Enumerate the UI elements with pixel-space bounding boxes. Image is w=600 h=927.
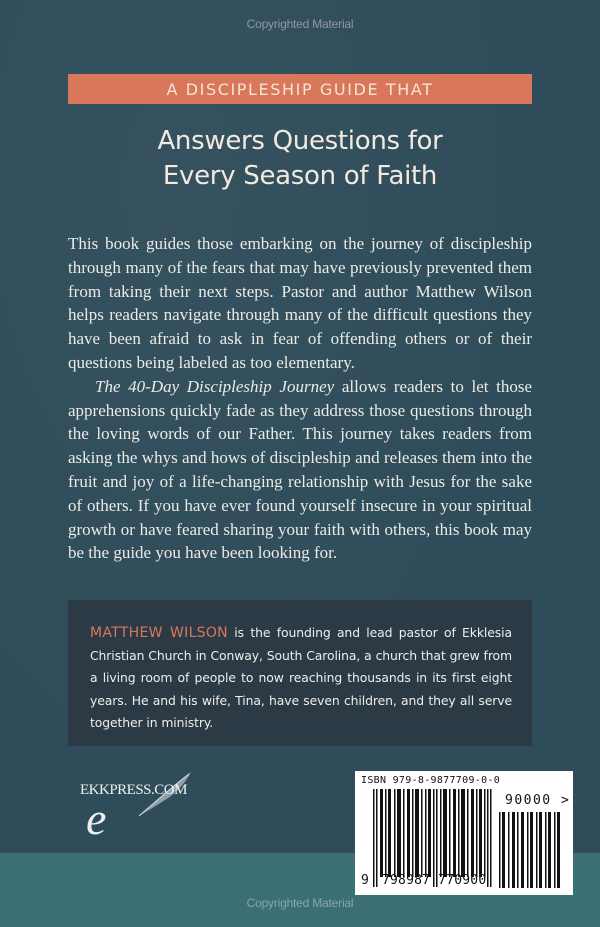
headline (0, 124, 600, 194)
author-bio (90, 622, 512, 735)
copyright-watermark-top: Copyrighted Material (246, 17, 354, 31)
tagline-banner (68, 74, 532, 104)
headline-line-2: Every Season of Faith (162, 161, 438, 191)
addon-barcode-bars-icon (499, 812, 563, 888)
price-addon-label: 90000 > (505, 793, 571, 808)
headline-line-1: Answers Questions for (157, 126, 443, 156)
description-paragraph-1: This book guides those embarking on the journey of discipleship through many of the fears that may have previously prevented them from taking their next steps. Pastor and author Matthew Wilson helps readers navigate through many of the difficult questions they have been afraid to ask in fear of offending others or of their questions being labeled as too elementary. (68, 234, 532, 372)
description-paragraph-2 (68, 375, 532, 565)
tagline-text: A DISCIPLESHIP GUIDE THAT (166, 79, 434, 99)
isbn-label: ISBN 979-8-9877709-0-0 (361, 775, 501, 786)
publisher-name: EKKPRESS.COM (80, 782, 187, 798)
isbn-barcode (355, 771, 573, 895)
ean-digits: 798987 770900 (382, 873, 487, 888)
copyright-watermark-bottom: Copyrighted Material (246, 896, 354, 910)
author-bio-text: is the founding and lead pastor of Ekklesia Christian Church in Conway, South Carolina, a church that grew from a living room of people to now reaching thousands in its first eight years. He and his wife, Tina, have seven children, and they all serve together in ministry. (90, 625, 512, 730)
publisher-e-logo: e (86, 793, 107, 844)
author-name: MATTHEW WILSON (90, 625, 228, 641)
book-title-italic: The 40-Day Discipleship Journey (95, 376, 335, 396)
book-description (68, 232, 532, 565)
description-paragraph-2-text: allows readers to let those apprehensions quickly fade as they address those questions through the loving words of our Father. This journey takes readers from asking the whys and hows of discipleship and releases them into the fruit and joy of a life-changing relationship with Jesus for the sake of others. If you have ever found yourself insecure in your spiritual growth or have feared sharing your faith with others, this book may be the guide you have been looking for. (68, 376, 532, 563)
author-bio-box (68, 600, 532, 746)
ean-first-digit: 9 (361, 873, 369, 888)
publisher-logo (80, 770, 200, 850)
